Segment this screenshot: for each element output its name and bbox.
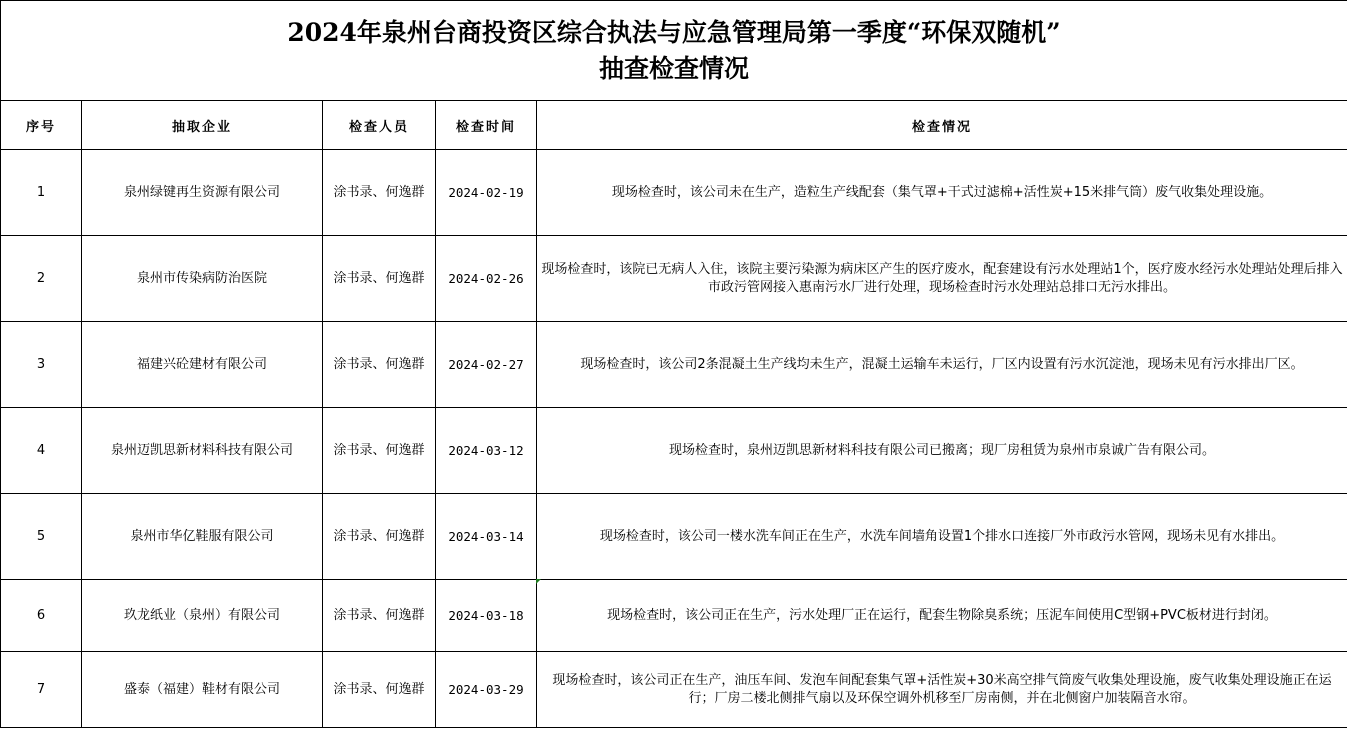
cell-result: 现场检查时，该院已无病人入住，该院主要污染源为病床区产生的医疗废水，配套建设有污水处理站1个，医疗废水经污水处理站处理后排入市政污管网接入惠南污水厂进行处理，现场检查时污水处理站总排口无污水排出。	[537, 236, 1347, 322]
cell-company: 盛泰（福建）鞋材有限公司	[82, 652, 323, 728]
header-row	[1, 101, 1347, 150]
table-row	[1, 236, 1347, 322]
cell-no: 1	[1, 150, 82, 236]
cell-date: 2024-03-12	[436, 408, 537, 494]
cell-company: 福建兴砼建材有限公司	[82, 322, 323, 408]
cell-result: 现场检查时，该公司一楼水洗车间正在生产，水洗车间墙角设置1个排水口连接厂外市政污水管网，现场未见有水排出。	[537, 494, 1347, 580]
table-row	[1, 494, 1347, 580]
title-line-1: 2024年泉州台商投资区综合执法与应急管理局第一季度“环保双随机”	[287, 17, 1061, 47]
cell-result: 现场检查时，泉州迈凯思新材料科技有限公司已搬离；现厂房租赁为泉州市泉诚广告有限公司。	[537, 408, 1347, 494]
cell-inspectors: 涂书录、何逸群	[323, 150, 436, 236]
table-row	[1, 150, 1347, 236]
cell-inspectors: 涂书录、何逸群	[323, 236, 436, 322]
column-header-result: 检查情况	[537, 101, 1347, 150]
column-header-no: 序号	[1, 101, 82, 150]
cell-inspectors: 涂书录、何逸群	[323, 652, 436, 728]
cell-result: 现场检查时，该公司未在生产，造粒生产线配套（集气罩+干式过滤棉+活性炭+15米排气筒）废气收集处理设施。	[537, 150, 1347, 236]
table-row	[1, 580, 1347, 652]
cell-no: 3	[1, 322, 82, 408]
cell-date: 2024-03-29	[436, 652, 537, 728]
cell-company: 玖龙纸业（泉州）有限公司	[82, 580, 323, 652]
cell-result: 现场检查时，该公司2条混凝土生产线均未生产，混凝土运输车未运行，厂区内设置有污水沉淀池，现场未见有污水排出厂区。	[537, 322, 1347, 408]
cell-inspectors: 涂书录、何逸群	[323, 494, 436, 580]
table-row	[1, 408, 1347, 494]
cell-inspectors: 涂书录、何逸群	[323, 408, 436, 494]
cell-company: 泉州迈凯思新材料科技有限公司	[82, 408, 323, 494]
table-row	[1, 652, 1347, 728]
table-row	[1, 322, 1347, 408]
cell-comment-marker-icon	[536, 579, 541, 584]
page-title	[1, 1, 1347, 101]
cell-no: 6	[1, 580, 82, 652]
cell-inspectors: 涂书录、何逸群	[323, 322, 436, 408]
column-header-date: 检查时间	[436, 101, 537, 150]
column-header-inspectors: 检查人员	[323, 101, 436, 150]
cell-date: 2024-02-26	[436, 236, 537, 322]
cell-result: 现场检查时，该公司正在生产，污水处理厂正在运行，配套生物除臭系统；压泥车间使用C型钢+PVC板材进行封闭。	[537, 580, 1347, 652]
cell-inspectors: 涂书录、何逸群	[323, 580, 436, 652]
cell-no: 7	[1, 652, 82, 728]
column-header-company: 抽取企业	[82, 101, 323, 150]
cell-date: 2024-02-19	[436, 150, 537, 236]
cell-no: 5	[1, 494, 82, 580]
cell-date: 2024-02-27	[436, 322, 537, 408]
cell-date: 2024-03-14	[436, 494, 537, 580]
cell-no: 2	[1, 236, 82, 322]
cell-company: 泉州市华亿鞋服有限公司	[82, 494, 323, 580]
cell-result: 现场检查时，该公司正在生产，油压车间、发泡车间配套集气罩+活性炭+30米高空排气筒废气收集处理设施，废气收集处理设施正在运行；厂房二楼北侧排气扇以及环保空调外机移至厂房南侧，并在北侧窗户加装隔音水帘。	[537, 652, 1347, 728]
cell-no: 4	[1, 408, 82, 494]
cell-company: 泉州市传染病防治医院	[82, 236, 323, 322]
cell-company: 泉州绿键再生资源有限公司	[82, 150, 323, 236]
title-line-2: 抽查检查情况	[599, 53, 750, 83]
cell-date: 2024-03-18	[436, 580, 537, 652]
